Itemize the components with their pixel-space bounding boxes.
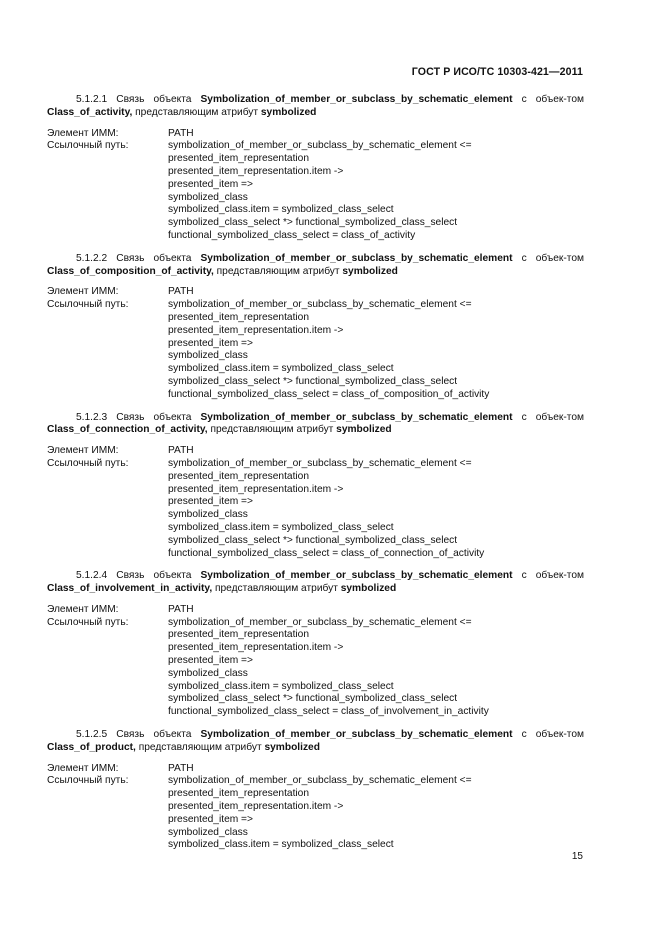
path-line: symbolized_class bbox=[168, 350, 248, 362]
heading-text-pre: Связь объекта bbox=[116, 94, 201, 105]
path-line: presented_item => bbox=[168, 655, 253, 667]
section-heading bbox=[47, 412, 584, 438]
heading-text-pre: Связь объекта bbox=[116, 729, 201, 741]
path-line: symbolization_of_member_or_subclass_by_schematic_element <= bbox=[168, 140, 472, 152]
element-row bbox=[47, 604, 584, 617]
path-line: presented_item_representation.item -> bbox=[168, 483, 344, 495]
section-5-1-2-3 bbox=[47, 412, 584, 561]
path-line: presented_item_representation bbox=[168, 629, 310, 641]
section-heading bbox=[47, 94, 584, 120]
path-line: presented_item_representation.item -> bbox=[168, 801, 344, 813]
path-line: symbolized_class_select *> functional_symbolized_class_select bbox=[168, 534, 458, 546]
path-label: Ссылочный путь: bbox=[47, 616, 129, 628]
heading-target: Class_of_connection_of_activity, bbox=[47, 424, 208, 436]
path-line: functional_symbolized_class_select = class_of_connection_of_activity bbox=[168, 547, 485, 559]
path-label: Ссылочный путь: bbox=[47, 299, 129, 311]
element-label: Элемент ИММ: bbox=[47, 445, 119, 457]
element-value: PATH bbox=[168, 286, 194, 298]
path-line: presented_item_representation.item -> bbox=[168, 642, 344, 654]
element-value: PATH bbox=[168, 127, 194, 139]
path-line: symbolized_class.item = symbolized_class_select bbox=[168, 839, 394, 851]
element-row bbox=[47, 763, 584, 776]
element-value: PATH bbox=[168, 762, 194, 774]
section-number: 5.1.2.3 bbox=[76, 411, 108, 423]
heading-text-mid: с объек-том bbox=[512, 570, 584, 582]
heading-text-pre: Связь объекта bbox=[116, 570, 201, 582]
heading-target: Class_of_involvement_in_activity, bbox=[47, 583, 213, 595]
element-row bbox=[47, 445, 584, 458]
path-line: symbolization_of_member_or_subclass_by_schematic_element <= bbox=[168, 299, 472, 311]
section-number: 5.1.2.4 bbox=[76, 570, 108, 582]
heading-attribute: symbolized bbox=[264, 741, 320, 753]
heading-attribute: symbolized bbox=[340, 583, 397, 595]
path-row bbox=[47, 140, 584, 242]
element-label: Элемент ИММ: bbox=[47, 127, 119, 139]
path-line: presented_item_representation bbox=[168, 153, 310, 165]
path-lines bbox=[168, 299, 584, 401]
path-lines bbox=[168, 617, 584, 719]
section-5-1-2-2 bbox=[47, 253, 584, 402]
element-label: Элемент ИММ: bbox=[47, 762, 119, 774]
path-row bbox=[47, 458, 584, 560]
path-line: symbolized_class bbox=[168, 509, 248, 521]
path-line: symbolization_of_member_or_subclass_by_schematic_element <= bbox=[168, 775, 472, 787]
path-line: functional_symbolized_class_select = class_of_activity bbox=[168, 229, 416, 241]
heading-target: Class_of_activity, bbox=[47, 106, 133, 118]
section-5-1-2-4 bbox=[47, 570, 584, 719]
section-heading bbox=[47, 570, 584, 596]
path-lines bbox=[168, 775, 584, 852]
path-lines bbox=[168, 458, 584, 560]
path-line: symbolized_class.item = symbolized_class_select bbox=[168, 680, 394, 692]
path-label: Ссылочный путь: bbox=[47, 775, 129, 787]
section-number: 5.1.2.1 bbox=[76, 94, 108, 105]
element-label: Элемент ИММ: bbox=[47, 603, 119, 615]
path-line: symbolized_class_select *> functional_symbolized_class_select bbox=[168, 375, 458, 387]
heading-entity: Symbolization_of_member_or_subclass_by_schematic_element bbox=[200, 252, 513, 264]
heading-text-mid: с объек-том bbox=[512, 94, 584, 105]
heading-text-mid: с объек-том bbox=[512, 411, 584, 423]
path-line: presented_item_representation bbox=[168, 311, 310, 323]
path-row bbox=[47, 299, 584, 401]
section-5-1-2-1 bbox=[47, 94, 584, 243]
path-line: functional_symbolized_class_select = class_of_composition_of_activity bbox=[168, 388, 490, 400]
heading-target: Class_of_product, bbox=[47, 741, 136, 753]
heading-text-mid: с объек-том bbox=[512, 729, 584, 741]
path-line: presented_item => bbox=[168, 813, 253, 825]
heading-text-mid2: представляющим атрибут bbox=[135, 741, 265, 753]
path-line: symbolization_of_member_or_subclass_by_schematic_element <= bbox=[168, 457, 472, 469]
heading-text-mid2: представляющим атрибут bbox=[212, 583, 341, 595]
page-header-standard: ГОСТ Р ИСО/ТС 10303-421—2011 bbox=[411, 66, 583, 78]
path-line: symbolized_class.item = symbolized_class_select bbox=[168, 521, 394, 533]
path-line: functional_symbolized_class_select = class_of_involvement_in_activity bbox=[168, 706, 489, 718]
document-body bbox=[47, 94, 584, 862]
element-value: PATH bbox=[168, 603, 194, 615]
heading-attribute: symbolized bbox=[336, 424, 392, 436]
element-label: Элемент ИММ: bbox=[47, 286, 119, 298]
path-line: presented_item => bbox=[168, 337, 253, 349]
heading-attribute: symbolized bbox=[342, 265, 398, 277]
path-line: presented_item_representation.item -> bbox=[168, 324, 344, 336]
heading-text-mid2: представляющим атрибут bbox=[132, 106, 261, 118]
section-number: 5.1.2.5 bbox=[76, 729, 108, 741]
path-row bbox=[47, 775, 584, 852]
heading-entity: Symbolization_of_member_or_subclass_by_schematic_element bbox=[200, 411, 513, 423]
path-line: presented_item_representation bbox=[168, 788, 310, 800]
section-heading bbox=[47, 729, 584, 755]
heading-text-mid: с объек-том bbox=[512, 252, 584, 264]
element-value: PATH bbox=[168, 445, 194, 457]
heading-text-mid2: представляющим атрибут bbox=[213, 265, 343, 277]
path-label: Ссылочный путь: bbox=[47, 140, 129, 152]
heading-attribute: symbolized bbox=[260, 106, 317, 118]
path-line: symbolized_class_select *> functional_symbolized_class_select bbox=[168, 217, 458, 229]
path-lines bbox=[168, 140, 584, 242]
path-line: symbolized_class bbox=[168, 826, 248, 838]
element-row bbox=[47, 128, 584, 141]
path-line: symbolized_class_select *> functional_symbolized_class_select bbox=[168, 693, 458, 705]
path-line: presented_item => bbox=[168, 496, 253, 508]
heading-entity: Symbolization_of_member_or_subclass_by_schematic_element bbox=[200, 570, 513, 582]
path-line: symbolized_class bbox=[168, 191, 248, 203]
path-line: symbolized_class.item = symbolized_class_select bbox=[168, 204, 394, 216]
path-line: symbolization_of_member_or_subclass_by_schematic_element <= bbox=[168, 616, 472, 628]
element-row bbox=[47, 286, 584, 299]
path-row bbox=[47, 617, 584, 719]
section-number: 5.1.2.2 bbox=[76, 252, 108, 264]
path-line: presented_item_representation bbox=[168, 470, 310, 482]
heading-entity: Symbolization_of_member_or_subclass_by_schematic_element bbox=[200, 729, 513, 741]
heading-text-pre: Связь объекта bbox=[116, 411, 201, 423]
path-line: symbolized_class.item = symbolized_class_select bbox=[168, 363, 394, 375]
section-heading bbox=[47, 253, 584, 279]
path-line: presented_item => bbox=[168, 178, 253, 190]
heading-entity: Symbolization_of_member_or_subclass_by_schematic_element bbox=[200, 94, 513, 105]
path-line: symbolized_class bbox=[168, 667, 248, 679]
section-5-1-2-5 bbox=[47, 729, 584, 852]
path-label: Ссылочный путь: bbox=[47, 457, 129, 469]
heading-target: Class_of_composition_of_activity, bbox=[47, 265, 214, 277]
heading-text-pre: Связь объекта bbox=[116, 252, 201, 264]
page-number: 15 bbox=[571, 851, 583, 862]
path-line: presented_item_representation.item -> bbox=[168, 165, 344, 177]
heading-text-mid2: представляющим атрибут bbox=[207, 424, 337, 436]
